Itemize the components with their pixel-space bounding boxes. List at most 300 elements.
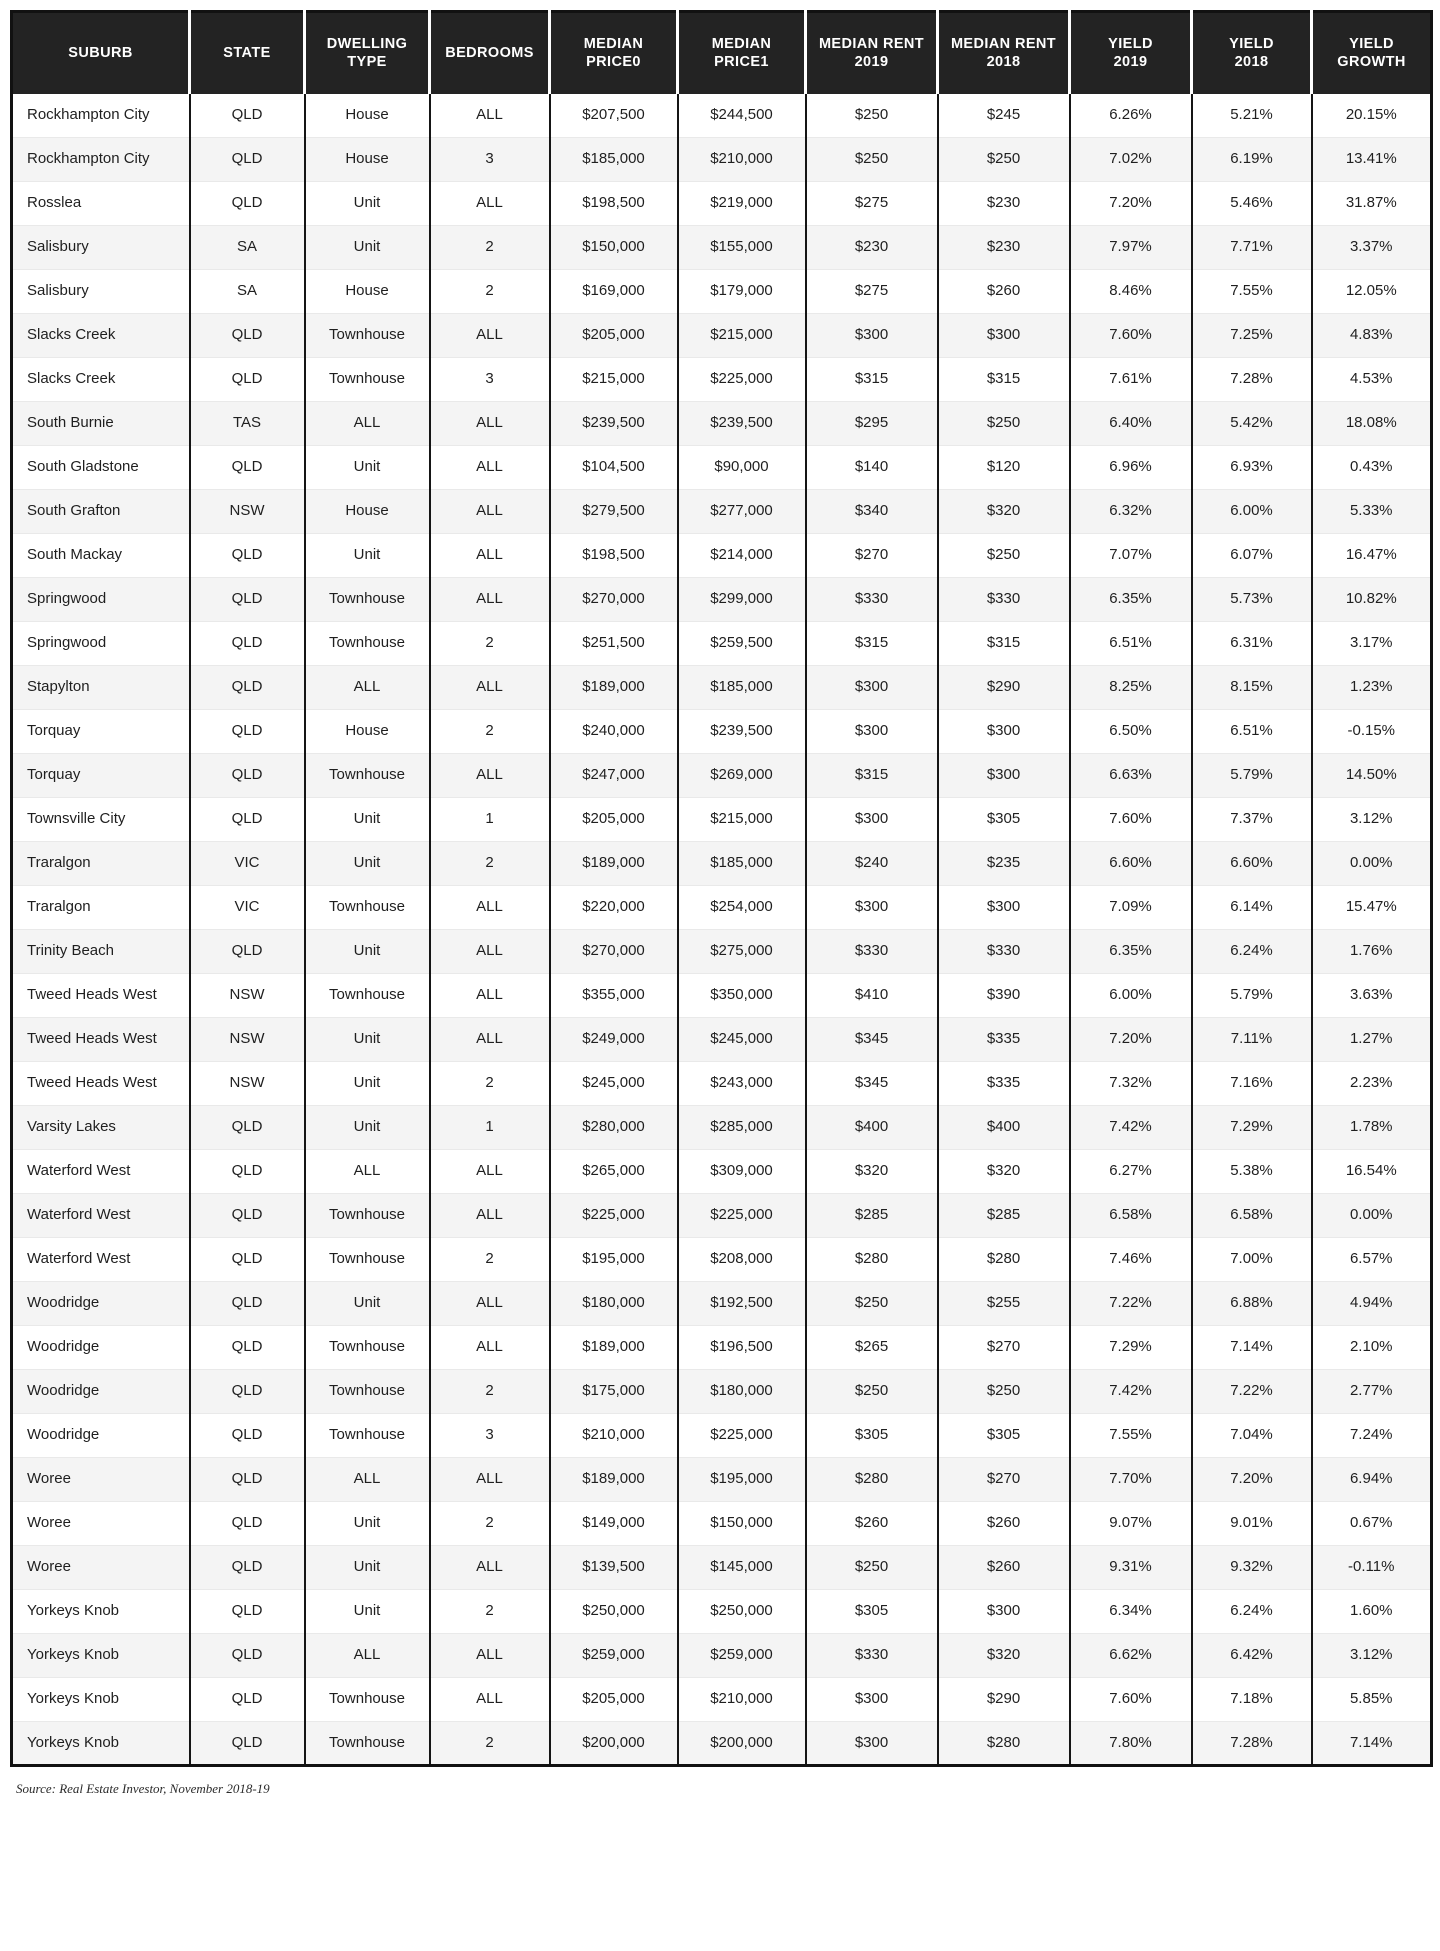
cell-suburb: Torquay [12, 710, 190, 754]
cell-value: Townhouse [305, 358, 430, 402]
column-header-suburb[interactable] [12, 12, 190, 94]
column-header-line: STATE [223, 45, 271, 62]
table-row[interactable] [12, 1370, 1432, 1414]
column-header-line: 2019 [854, 54, 889, 71]
cell-value: 2.77% [1312, 1370, 1432, 1414]
cell-value: $250 [938, 402, 1070, 446]
cell-value: 18.08% [1312, 402, 1432, 446]
property-yield-table [10, 10, 1433, 1767]
cell-value: 0.00% [1312, 842, 1432, 886]
column-header-median-price1[interactable] [678, 12, 806, 94]
cell-value: Unit [305, 842, 430, 886]
cell-value: $300 [938, 1590, 1070, 1634]
cell-value: 7.61% [1070, 358, 1192, 402]
cell-value: ALL [430, 314, 550, 358]
cell-value: QLD [190, 1722, 305, 1766]
cell-value: 6.19% [1192, 138, 1312, 182]
table-row[interactable] [12, 314, 1432, 358]
cell-value: $189,000 [550, 666, 678, 710]
table-row[interactable] [12, 1458, 1432, 1502]
cell-value: 2 [430, 710, 550, 754]
cell-value: 6.32% [1070, 490, 1192, 534]
cell-value: $250 [938, 534, 1070, 578]
cell-value: 0.00% [1312, 1194, 1432, 1238]
table-row[interactable] [12, 490, 1432, 534]
cell-value: $265,000 [550, 1150, 678, 1194]
table-row[interactable] [12, 226, 1432, 270]
cell-suburb: Springwood [12, 622, 190, 666]
cell-value: 6.27% [1070, 1150, 1192, 1194]
cell-value: 1.60% [1312, 1590, 1432, 1634]
cell-value: $330 [938, 930, 1070, 974]
cell-value: 6.00% [1192, 490, 1312, 534]
cell-value: $104,500 [550, 446, 678, 490]
cell-value: 6.24% [1192, 930, 1312, 974]
cell-value: 6.88% [1192, 1282, 1312, 1326]
cell-value: VIC [190, 842, 305, 886]
cell-value: 6.51% [1070, 622, 1192, 666]
cell-value: $249,000 [550, 1018, 678, 1062]
cell-value: $192,500 [678, 1282, 806, 1326]
cell-value: Unit [305, 1546, 430, 1590]
cell-value: Unit [305, 1590, 430, 1634]
cell-value: 2 [430, 842, 550, 886]
cell-value: 6.57% [1312, 1238, 1432, 1282]
cell-value: QLD [190, 710, 305, 754]
table-row[interactable] [12, 754, 1432, 798]
table-row[interactable] [12, 1546, 1432, 1590]
table-row[interactable] [12, 446, 1432, 490]
cell-value: 5.38% [1192, 1150, 1312, 1194]
table-row[interactable] [12, 930, 1432, 974]
table-row[interactable] [12, 1150, 1432, 1194]
cell-value: Townhouse [305, 754, 430, 798]
table-row[interactable] [12, 842, 1432, 886]
cell-value: ALL [430, 94, 550, 138]
cell-value: $219,000 [678, 182, 806, 226]
cell-value: $260 [938, 1502, 1070, 1546]
table-row[interactable] [12, 94, 1432, 138]
table-row[interactable] [12, 798, 1432, 842]
cell-value: 7.14% [1192, 1326, 1312, 1370]
column-header-line: YIELD [1349, 36, 1394, 53]
cell-value: 4.53% [1312, 358, 1432, 402]
cell-value: NSW [190, 1062, 305, 1106]
cell-value: $275,000 [678, 930, 806, 974]
column-header-line: DWELLING [326, 36, 408, 53]
cell-value: 6.94% [1312, 1458, 1432, 1502]
cell-value: $305 [938, 1414, 1070, 1458]
cell-value: 6.00% [1070, 974, 1192, 1018]
cell-value: Unit [305, 1062, 430, 1106]
cell-value: Unit [305, 798, 430, 842]
cell-value: $320 [806, 1150, 938, 1194]
cell-suburb: Slacks Creek [12, 314, 190, 358]
cell-value: $299,000 [678, 578, 806, 622]
cell-value: ALL [305, 402, 430, 446]
cell-value: House [305, 710, 430, 754]
cell-value: QLD [190, 94, 305, 138]
cell-value: 9.32% [1192, 1546, 1312, 1590]
column-header-yield-2019[interactable] [1070, 12, 1192, 94]
cell-value: 7.20% [1192, 1458, 1312, 1502]
column-header-line: MEDIAN RENT [818, 36, 925, 53]
cell-value: QLD [190, 578, 305, 622]
cell-value: $149,000 [550, 1502, 678, 1546]
cell-value: 7.55% [1192, 270, 1312, 314]
column-header-median-price0[interactable] [550, 12, 678, 94]
cell-value: QLD [190, 1414, 305, 1458]
cell-value: 3 [430, 1414, 550, 1458]
cell-value: SA [190, 270, 305, 314]
table-row[interactable] [12, 1194, 1432, 1238]
cell-value: $210,000 [678, 138, 806, 182]
cell-value: $239,500 [678, 402, 806, 446]
cell-value: $410 [806, 974, 938, 1018]
cell-value: $300 [806, 1678, 938, 1722]
cell-suburb: Torquay [12, 754, 190, 798]
cell-value: 1 [430, 798, 550, 842]
cell-value: Unit [305, 1282, 430, 1326]
cell-value: 7.00% [1192, 1238, 1312, 1282]
cell-value: $269,000 [678, 754, 806, 798]
cell-suburb: Woodridge [12, 1282, 190, 1326]
cell-value: $205,000 [550, 314, 678, 358]
cell-value: $300 [806, 666, 938, 710]
column-header-state[interactable] [190, 12, 305, 94]
cell-value: Unit [305, 1502, 430, 1546]
cell-value: $315 [806, 754, 938, 798]
table-row[interactable] [12, 710, 1432, 754]
cell-value: $245,000 [550, 1062, 678, 1106]
cell-value: $250 [938, 1370, 1070, 1414]
cell-value: $215,000 [550, 358, 678, 402]
cell-value: Unit [305, 1106, 430, 1150]
cell-value: QLD [190, 1238, 305, 1282]
cell-value: 7.28% [1192, 358, 1312, 402]
table-row[interactable] [12, 974, 1432, 1018]
cell-value: QLD [190, 1458, 305, 1502]
cell-value: $300 [806, 710, 938, 754]
cell-value: QLD [190, 1546, 305, 1590]
cell-value: 6.63% [1070, 754, 1192, 798]
cell-suburb: South Grafton [12, 490, 190, 534]
cell-value: $220,000 [550, 886, 678, 930]
cell-value: $214,000 [678, 534, 806, 578]
cell-value: -0.15% [1312, 710, 1432, 754]
cell-suburb: Traralgon [12, 886, 190, 930]
cell-value: $259,000 [550, 1634, 678, 1678]
cell-value: Townhouse [305, 314, 430, 358]
cell-value: $139,500 [550, 1546, 678, 1590]
cell-value: $280,000 [550, 1106, 678, 1150]
cell-value: $280 [806, 1458, 938, 1502]
cell-value: $315 [806, 358, 938, 402]
cell-value: $309,000 [678, 1150, 806, 1194]
column-header-bedrooms[interactable] [430, 12, 550, 94]
cell-suburb: Rosslea [12, 182, 190, 226]
column-header-line: 2018 [986, 54, 1021, 71]
cell-value: -0.11% [1312, 1546, 1432, 1590]
cell-value: $320 [938, 490, 1070, 534]
table-row[interactable] [12, 402, 1432, 446]
cell-value: $215,000 [678, 314, 806, 358]
column-header-line: BEDROOMS [445, 45, 534, 62]
cell-value: 12.05% [1312, 270, 1432, 314]
cell-value: ALL [430, 974, 550, 1018]
table-row[interactable] [12, 1414, 1432, 1458]
cell-value: 3 [430, 138, 550, 182]
cell-value: $250 [806, 94, 938, 138]
cell-value: $270,000 [550, 578, 678, 622]
table-row[interactable] [12, 1502, 1432, 1546]
cell-value: $169,000 [550, 270, 678, 314]
cell-value: $260 [938, 1546, 1070, 1590]
cell-value: $320 [938, 1634, 1070, 1678]
column-header-dwelling-type[interactable] [305, 12, 430, 94]
cell-value: ALL [430, 1194, 550, 1238]
cell-value: 7.97% [1070, 226, 1192, 270]
cell-value: $189,000 [550, 842, 678, 886]
cell-value: $285,000 [678, 1106, 806, 1150]
cell-value: $285 [938, 1194, 1070, 1238]
table-row[interactable] [12, 1018, 1432, 1062]
cell-value: $259,000 [678, 1634, 806, 1678]
cell-value: $150,000 [678, 1502, 806, 1546]
cell-value: $280 [938, 1722, 1070, 1766]
cell-value: $290 [938, 1678, 1070, 1722]
table-header-row [12, 12, 1432, 94]
cell-value: 8.25% [1070, 666, 1192, 710]
cell-value: $230 [938, 182, 1070, 226]
cell-suburb: Varsity Lakes [12, 1106, 190, 1150]
cell-value: QLD [190, 358, 305, 402]
table-header [12, 12, 1432, 94]
cell-value: $400 [806, 1106, 938, 1150]
table-row[interactable] [12, 578, 1432, 622]
cell-suburb: Springwood [12, 578, 190, 622]
cell-value: 3.12% [1312, 798, 1432, 842]
cell-value: QLD [190, 798, 305, 842]
table-row[interactable] [12, 1722, 1432, 1766]
cell-suburb: Waterford West [12, 1238, 190, 1282]
cell-suburb: Salisbury [12, 270, 190, 314]
cell-suburb: South Mackay [12, 534, 190, 578]
column-header-yield-2018[interactable] [1192, 12, 1312, 94]
cell-value: 6.26% [1070, 94, 1192, 138]
table-row[interactable] [12, 182, 1432, 226]
cell-suburb: Rockhampton City [12, 94, 190, 138]
cell-value: 7.80% [1070, 1722, 1192, 1766]
cell-value: $270 [938, 1326, 1070, 1370]
cell-suburb: Tweed Heads West [12, 1018, 190, 1062]
cell-value: QLD [190, 754, 305, 798]
table-row[interactable] [12, 666, 1432, 710]
table-row[interactable] [12, 138, 1432, 182]
cell-value: $250,000 [678, 1590, 806, 1634]
cell-value: VIC [190, 886, 305, 930]
cell-value: $210,000 [678, 1678, 806, 1722]
cell-value: 7.20% [1070, 1018, 1192, 1062]
cell-value: 7.11% [1192, 1018, 1312, 1062]
cell-value: $259,500 [678, 622, 806, 666]
cell-value: $225,000 [550, 1194, 678, 1238]
table-row[interactable] [12, 358, 1432, 402]
cell-value: 16.47% [1312, 534, 1432, 578]
table-row[interactable] [12, 622, 1432, 666]
cell-value: Townhouse [305, 1194, 430, 1238]
cell-value: Unit [305, 1018, 430, 1062]
cell-value: $285 [806, 1194, 938, 1238]
table-row[interactable] [12, 1634, 1432, 1678]
cell-suburb: Woree [12, 1458, 190, 1502]
cell-suburb: South Gladstone [12, 446, 190, 490]
cell-value: 6.51% [1192, 710, 1312, 754]
column-header-median-rent-2018[interactable] [938, 12, 1070, 94]
cell-value: 7.42% [1070, 1106, 1192, 1150]
cell-value: 6.93% [1192, 446, 1312, 490]
cell-value: TAS [190, 402, 305, 446]
table-row[interactable] [12, 1238, 1432, 1282]
cell-value: $315 [938, 622, 1070, 666]
cell-suburb: Slacks Creek [12, 358, 190, 402]
cell-value: $205,000 [550, 1678, 678, 1722]
cell-value: NSW [190, 490, 305, 534]
cell-value: 9.01% [1192, 1502, 1312, 1546]
cell-value: 2 [430, 270, 550, 314]
cell-value: 5.79% [1192, 754, 1312, 798]
cell-value: QLD [190, 534, 305, 578]
cell-value: $155,000 [678, 226, 806, 270]
cell-value: QLD [190, 666, 305, 710]
cell-value: House [305, 490, 430, 534]
table-row[interactable] [12, 886, 1432, 930]
cell-value: $185,000 [678, 842, 806, 886]
cell-value: $345 [806, 1018, 938, 1062]
cell-value: $330 [806, 930, 938, 974]
cell-value: ALL [430, 1458, 550, 1502]
cell-value: 3.37% [1312, 226, 1432, 270]
cell-value: $195,000 [550, 1238, 678, 1282]
cell-value: 7.29% [1192, 1106, 1312, 1150]
cell-value: 7.32% [1070, 1062, 1192, 1106]
cell-value: 6.31% [1192, 622, 1312, 666]
cell-value: $195,000 [678, 1458, 806, 1502]
cell-value: $200,000 [678, 1722, 806, 1766]
cell-value: 1.76% [1312, 930, 1432, 974]
cell-value: $345 [806, 1062, 938, 1106]
cell-value: $260 [938, 270, 1070, 314]
cell-value: $180,000 [678, 1370, 806, 1414]
cell-value: $243,000 [678, 1062, 806, 1106]
cell-value: $250 [806, 1282, 938, 1326]
table-row[interactable] [12, 534, 1432, 578]
column-header-line: 2019 [1113, 54, 1148, 71]
cell-value: ALL [430, 446, 550, 490]
cell-value: 6.35% [1070, 930, 1192, 974]
table-row[interactable] [12, 1326, 1432, 1370]
cell-value: 5.46% [1192, 182, 1312, 226]
cell-value: 6.62% [1070, 1634, 1192, 1678]
cell-value: 2 [430, 1722, 550, 1766]
cell-value: QLD [190, 1590, 305, 1634]
table-row[interactable] [12, 1590, 1432, 1634]
cell-value: $205,000 [550, 798, 678, 842]
cell-value: 7.18% [1192, 1678, 1312, 1722]
cell-value: 20.15% [1312, 94, 1432, 138]
column-header-yield-growth[interactable] [1312, 12, 1432, 94]
cell-value: 7.25% [1192, 314, 1312, 358]
cell-suburb: Woodridge [12, 1326, 190, 1370]
cell-value: $315 [806, 622, 938, 666]
cell-value: ALL [430, 886, 550, 930]
cell-value: $200,000 [550, 1722, 678, 1766]
cell-suburb: Rockhampton City [12, 138, 190, 182]
cell-value: QLD [190, 930, 305, 974]
table-row[interactable] [12, 1106, 1432, 1150]
cell-value: 1.27% [1312, 1018, 1432, 1062]
cell-value: $260 [806, 1502, 938, 1546]
cell-value: $230 [806, 226, 938, 270]
table-row[interactable] [12, 1062, 1432, 1106]
column-header-line: PRICE1 [714, 54, 769, 71]
cell-value: 2 [430, 1370, 550, 1414]
cell-value: $208,000 [678, 1238, 806, 1282]
cell-value: ALL [305, 1458, 430, 1502]
cell-value: ALL [430, 666, 550, 710]
cell-value: $189,000 [550, 1326, 678, 1370]
cell-value: ALL [305, 1634, 430, 1678]
cell-value: 31.87% [1312, 182, 1432, 226]
cell-value: 7.60% [1070, 798, 1192, 842]
cell-value: $290 [938, 666, 1070, 710]
cell-value: ALL [430, 1326, 550, 1370]
cell-value: Townhouse [305, 622, 430, 666]
cell-value: $179,000 [678, 270, 806, 314]
cell-value: 8.15% [1192, 666, 1312, 710]
cell-value: $150,000 [550, 226, 678, 270]
table-row[interactable] [12, 1678, 1432, 1722]
cell-value: $198,500 [550, 182, 678, 226]
cell-value: $320 [938, 1150, 1070, 1194]
column-header-line: YIELD [1108, 36, 1153, 53]
cell-value: House [305, 94, 430, 138]
cell-value: $210,000 [550, 1414, 678, 1458]
table-row[interactable] [12, 270, 1432, 314]
cell-value: 6.96% [1070, 446, 1192, 490]
cell-value: QLD [190, 314, 305, 358]
cell-value: $335 [938, 1062, 1070, 1106]
cell-value: Unit [305, 182, 430, 226]
cell-value: $300 [806, 886, 938, 930]
cell-value: $240,000 [550, 710, 678, 754]
cell-value: $300 [806, 1722, 938, 1766]
cell-value: ALL [430, 1150, 550, 1194]
cell-value: $270,000 [550, 930, 678, 974]
table-row[interactable] [12, 1282, 1432, 1326]
cell-value: QLD [190, 138, 305, 182]
cell-value: $275 [806, 270, 938, 314]
cell-value: 6.40% [1070, 402, 1192, 446]
column-header-median-rent-2019[interactable] [806, 12, 938, 94]
cell-value: 7.24% [1312, 1414, 1432, 1458]
cell-value: $400 [938, 1106, 1070, 1150]
cell-value: 7.46% [1070, 1238, 1192, 1282]
cell-value: 3.12% [1312, 1634, 1432, 1678]
cell-suburb: Waterford West [12, 1150, 190, 1194]
cell-value: $240 [806, 842, 938, 886]
cell-value: $245,000 [678, 1018, 806, 1062]
